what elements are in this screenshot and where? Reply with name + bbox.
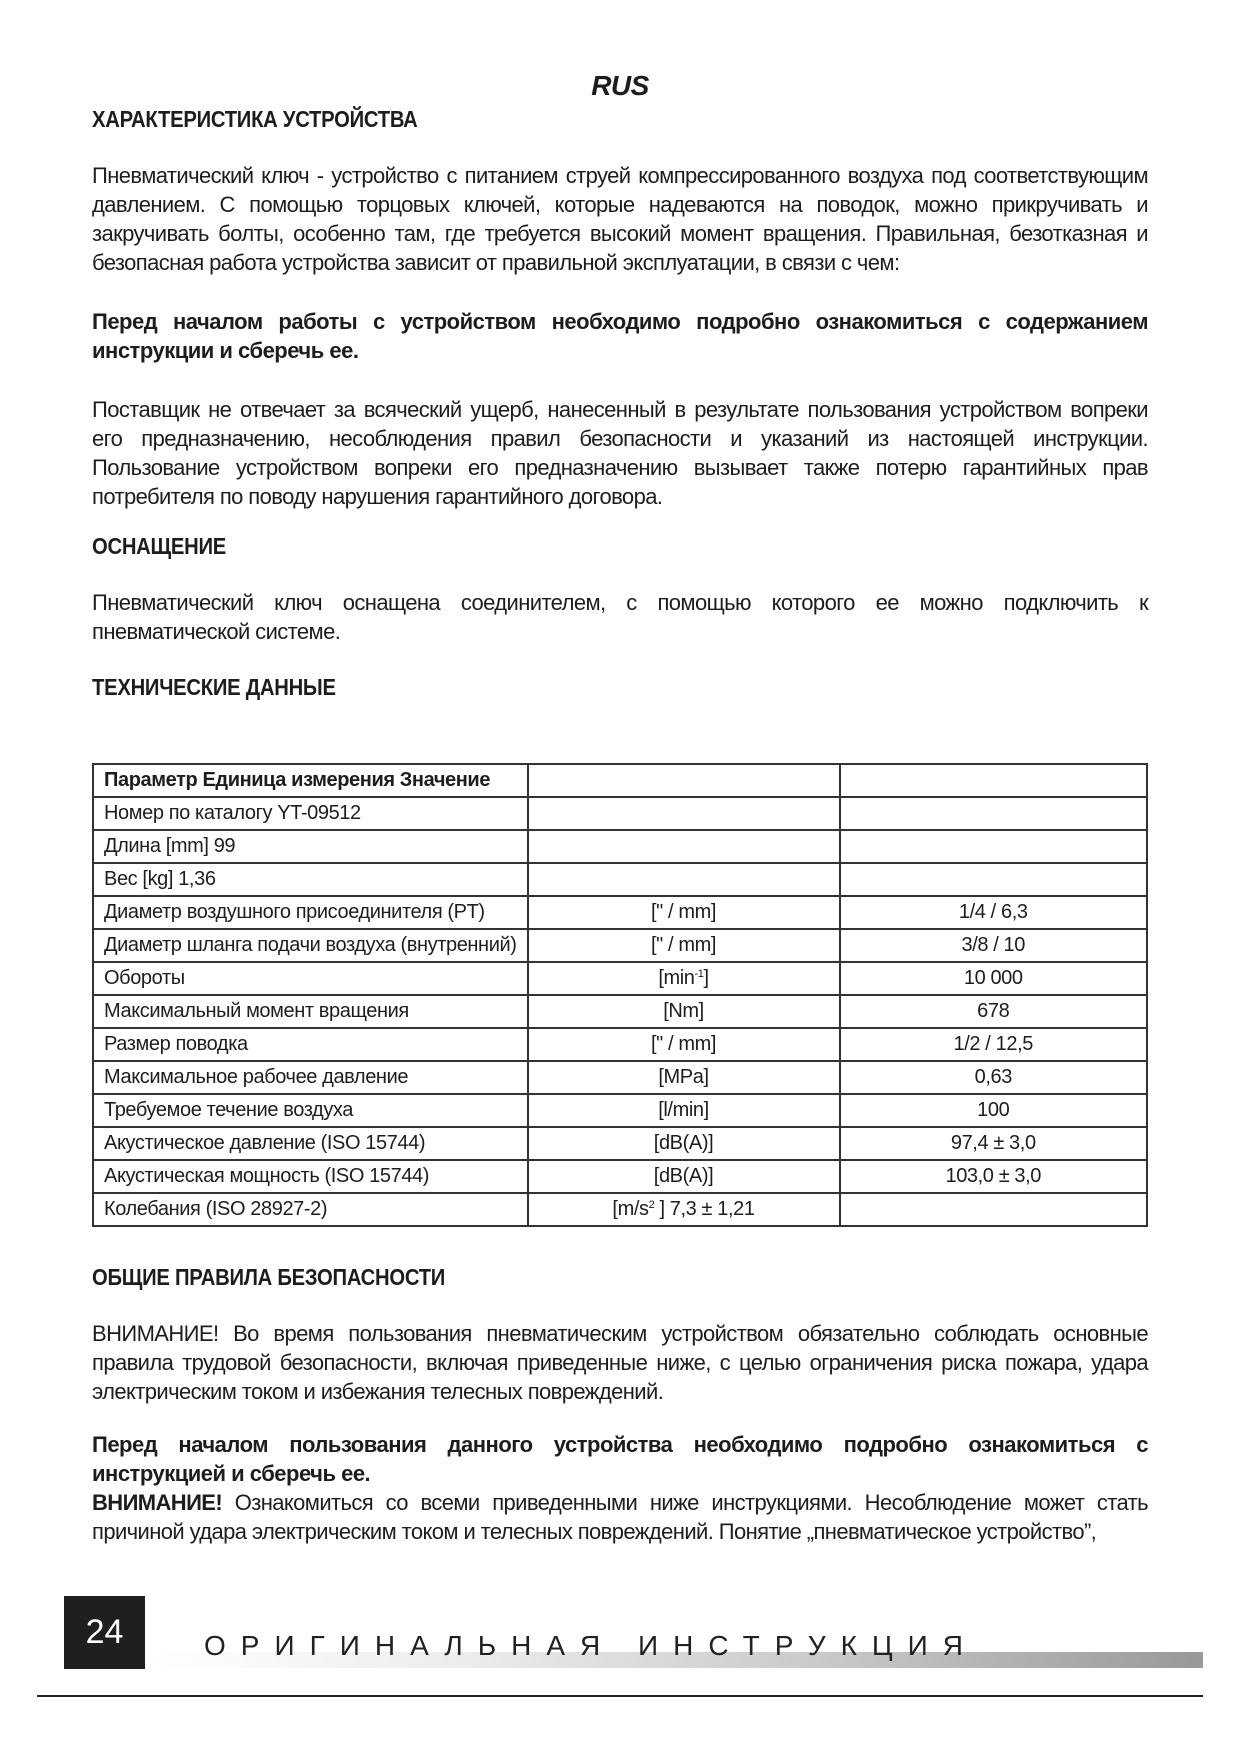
param-cell: Колебания (ISO 28927-2) xyxy=(93,1193,528,1226)
table-row xyxy=(93,1028,1147,1061)
table-row xyxy=(93,896,1147,929)
unit-cell: [dB(A)] xyxy=(528,1160,840,1193)
unit-cell: [l/min] xyxy=(528,1094,840,1127)
section-title-characteristics: ХАРАКТЕРИСТИКА УСТРОЙСТВА xyxy=(92,106,418,132)
param-cell: Размер поводка xyxy=(93,1028,528,1061)
table-row xyxy=(93,995,1147,1028)
param-cell: Акустическая мощность (ISO 15744) xyxy=(93,1160,528,1193)
value-cell: 100 xyxy=(840,1094,1147,1127)
table-header-cell xyxy=(528,764,840,797)
param-cell: Номер по каталогу YT-09512 xyxy=(93,797,528,830)
value-cell: 0,63 xyxy=(840,1061,1147,1094)
value-cell: 678 xyxy=(840,995,1147,1028)
param-cell: Акустическое давление (ISO 15744) xyxy=(93,1127,528,1160)
attention-label: ВНИМАНИЕ! xyxy=(92,1490,223,1515)
table-header-cell xyxy=(840,764,1147,797)
safety-warning: Перед началом пользования данного устройства необходимо подробно ознакомиться с инструкцией и сберечь ее. xyxy=(92,1432,1148,1486)
value-cell: 10 000 xyxy=(840,962,1147,995)
table-row xyxy=(93,797,1147,830)
characteristics-paragraph: Пневматический ключ - устройство с питанием струей компрессированного воздуха под соответствующим давлением. С помощью торцовых ключей, которые надеваются на поводок, можно прикручивать и закручивать болты, особенно там, где требуется высокий момент вращения. Правильная, безотказная и безопасная работа устройства зависит от правильной эксплуатации, в связи с чем: xyxy=(92,163,1148,275)
footer-title: ОРИГИНАЛЬНАЯ ИНСТРУКЦИЯ xyxy=(204,1630,978,1661)
footer-divider xyxy=(37,1695,1203,1697)
unit-cell: [$m/s^2$ ] 7,3 ± 1,21 xyxy=(528,1193,840,1226)
unit-cell xyxy=(528,797,840,830)
language-label: RUS xyxy=(591,70,649,101)
unit-cell: $[\min^{-1}]$ xyxy=(528,962,840,995)
value-cell xyxy=(840,863,1147,896)
value-cell: 3/8 / 10 xyxy=(840,929,1147,962)
equipment-paragraph: Пневматический ключ оснащена соединителем, с помощью которого ее можно подключить к пневматической системе. xyxy=(92,590,1148,644)
safety-section xyxy=(92,1264,1148,1546)
param-cell: Обороты xyxy=(93,962,528,995)
value-cell xyxy=(840,830,1147,863)
section-title-equipment: ОСНАЩЕНИЕ xyxy=(92,533,227,559)
table-row xyxy=(93,1193,1147,1226)
value-cell: 103,0 ± 3,0 xyxy=(840,1160,1147,1193)
attention-paragraph xyxy=(92,1488,1148,1546)
table-row xyxy=(93,1160,1147,1193)
table-header-row xyxy=(93,764,1147,797)
technical-data-table xyxy=(92,763,1148,1227)
param-cell: Диаметр воздушного присоединителя (PT) xyxy=(93,896,528,929)
unit-cell: [MPa] xyxy=(528,1061,840,1094)
unit-cell: [" / mm] xyxy=(528,1028,840,1061)
unit-cell: [Nm] xyxy=(528,995,840,1028)
table-header-cell: Параметр Единица измерения Значение xyxy=(93,764,528,797)
value-cell: 1/2 / 12,5 xyxy=(840,1028,1147,1061)
value-cell xyxy=(840,1193,1147,1226)
section-title-safety: ОБЩИЕ ПРАВИЛА БЕЗОПАСНОСТИ xyxy=(92,1264,446,1290)
page-number: 24 xyxy=(64,1596,145,1669)
unit-cell xyxy=(528,830,840,863)
param-cell: Требуемое течение воздуха xyxy=(93,1094,528,1127)
value-cell: 1/4 / 6,3 xyxy=(840,896,1147,929)
safety-paragraph: ВНИМАНИЕ! Во время пользования пневматическим устройством обязательно соблюдать основные правила трудовой безопасности, включая приведенные ниже, с целью ограничения риска пожара, удара электрическим током и избежания телесных повреждений. xyxy=(92,1321,1148,1404)
table-row xyxy=(93,962,1147,995)
value-cell: 97,4 ± 3,0 xyxy=(840,1127,1147,1160)
table-row xyxy=(93,1061,1147,1094)
characteristics-warning: Перед началом работы с устройством необходимо подробно ознакомиться с содержанием инструкции и сберечь ее. xyxy=(92,309,1148,363)
value-cell xyxy=(840,797,1147,830)
param-cell: Длина [mm] 99 xyxy=(93,830,528,863)
table-row xyxy=(93,1094,1147,1127)
table-row xyxy=(93,1127,1147,1160)
param-cell: Диаметр шланга подачи воздуха (внутренний) xyxy=(93,929,528,962)
unit-cell: [dB(A)] xyxy=(528,1127,840,1160)
table-row xyxy=(93,929,1147,962)
table-row xyxy=(93,863,1147,896)
unit-cell: [" / mm] xyxy=(528,896,840,929)
content xyxy=(92,106,1148,701)
unit-cell xyxy=(528,863,840,896)
param-cell: Максимальное рабочее давление xyxy=(93,1061,528,1094)
table-row xyxy=(93,830,1147,863)
unit-cell: [" / mm] xyxy=(528,929,840,962)
attention-text: Ознакомиться со всеми приведенными ниже инструкциями. Несоблюдение может стать причиной удара электрическим током и телесных повреждений. Понятие „пневматическое устройство”, xyxy=(92,1490,1148,1544)
liability-paragraph: Поставщик не отвечает за всяческий ущерб, нанесенный в результате пользования устройством вопреки его предназначению, несоблюдения правил безопасности и указаний из настоящей инструкции. Пользование устройством вопреки его предназначению вызывает также потерю гарантийных прав потребителя по поводу нарушения гарантийного договора. xyxy=(92,397,1148,509)
section-title-technical: ТЕХНИЧЕСКИЕ ДАННЫЕ xyxy=(92,674,336,700)
param-cell: Вес [kg] 1,36 xyxy=(93,863,528,896)
param-cell: Максимальный момент вращения xyxy=(93,995,528,1028)
